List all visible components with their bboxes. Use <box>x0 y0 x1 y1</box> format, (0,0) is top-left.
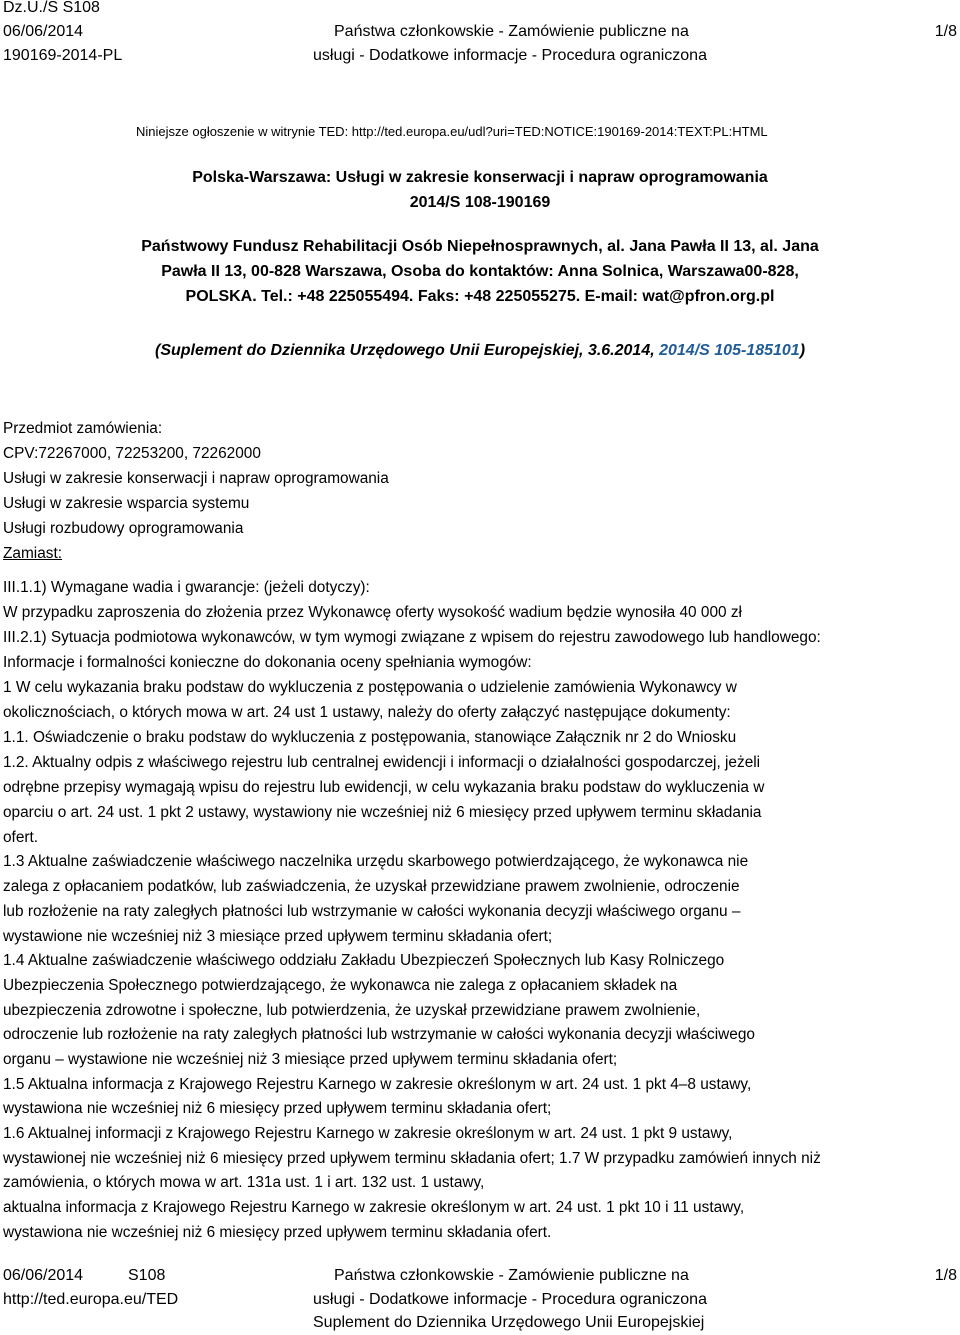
body-line: III.2.1) Sytuacja podmiotowa wykonawców, w tym wymogi związane z wpisem do rejestru zawodowego lub handlowego: <box>3 629 821 646</box>
body-line: oparciu o art. 24 ust. 1 pkt 2 ustawy, wystawiony nie wcześniej niż 6 miesięcy przed upływem terminu składania <box>3 804 762 821</box>
body-line: 1.3 Aktualne zaświadczenie właściwego naczelnika urzędu skarbowego potwierdzającego, że wykonawca nie <box>3 853 749 870</box>
contracting-authority-line3: POLSKA. Tel.: +48 225055494. Faks: +48 225055275. E-mail: wat@pfron.org.pl <box>185 288 775 305</box>
body-line: III.1.1) Wymagane wadia i gwarancje: (jeżeli dotyczy): <box>3 579 370 596</box>
footer-category-line3: Suplement do Dziennika Urzędowego Unii Europejskiej <box>313 1314 705 1331</box>
body-line: 1.1. Oświadczenie o braku podstaw do wykluczenia z postępowania, stanowiące Załącznik nr 2 do Wniosku <box>3 729 737 746</box>
body-line: ubezpieczenia zdrowotne i społeczne, lub potwierdzenia, że uzyskał przewidziane prawem zwolnienie, <box>3 1002 701 1019</box>
footer-url[interactable]: http://ted.europa.eu/TED <box>3 1291 179 1308</box>
supplement-ref-link[interactable]: 2014/S 105-185101 <box>659 342 800 359</box>
body-line: 1.4 Aktualne zaświadczenie właściwego oddziału Zakładu Ubezpieczeń Społecznych lub Kasy Rolniczego <box>3 952 725 969</box>
header-date: 06/06/2014 <box>3 23 84 40</box>
contracting-authority-line1: Państwowy Fundusz Rehabilitacji Osób Niepełnosprawnych, al. Jana Pawła II 13, al. Jana <box>141 238 819 255</box>
body-line: okolicznościach, o których mowa w art. 24 ust 1 ustawy, należy do oferty załączyć następujące dokumenty: <box>3 704 731 721</box>
header-notice-id: 190169-2014-PL <box>3 47 123 64</box>
footer-date: 06/06/2014 <box>3 1267 84 1284</box>
body-line: wystawiona nie wcześniej niż 6 miesięcy przed upływem terminu składania ofert; <box>3 1100 552 1117</box>
header-category-line2: usługi - Dodatkowe informacje - Procedura ograniczona <box>313 47 707 64</box>
body-line: odrębne przepisy wymagają wpisu do rejestru lub ewidencji, w celu wykazania braku podstaw do wykluczenia w <box>3 779 765 796</box>
supplement-prefix: (Suplement do Dziennika Urzędowego Unii Europejskiej, 3.6.2014, <box>154 342 660 359</box>
body-line: ofert. <box>3 829 39 846</box>
instead-label: Zamiast: <box>3 545 63 562</box>
body-line: W przypadku zaproszenia do złożenia przez Wykonawcę oferty wysokość wadium będzie wynosiła 40 000 zł <box>3 604 742 621</box>
body-line: 1 W celu wykazania braku podstaw do wykluczenia z postępowania o udzielenie zamówienia Wykonawcy w <box>3 679 737 696</box>
supplement-reference <box>0 342 960 360</box>
service-2: Usługi w zakresie wsparcia systemu <box>3 495 250 512</box>
footer-journal: S108 <box>128 1267 166 1284</box>
header-page-number: 1/8 <box>934 23 957 40</box>
body-line: zamówienia, o których mowa w art. 131a ust. 1 i art. 132 ust. 1 ustawy, <box>3 1174 485 1191</box>
body-line: wystawione nie wcześniej niż 3 miesiące przed upływem terminu składania ofert; <box>3 928 553 945</box>
body-line: 1.2. Aktualny odpis z właściwego rejestru lub centralnej ewidencji i informacji o działalności gospodarczej, jeżeli <box>3 754 761 771</box>
body-line: 1.5 Aktualna informacja z Krajowego Rejestru Karnego w zakresie określonym w art. 24 ust. 1 pkt 4–8 ustawy, <box>3 1076 752 1093</box>
body-line: zalega z opłacaniem podatków, lub zaświadczenia, że uzyskał przewidziane prawem zwolnienie, odroczenie <box>3 878 740 895</box>
notice-number: 2014/S 108-190169 <box>409 194 551 211</box>
footer-category-line2: usługi - Dodatkowe informacje - Procedura ograniczona <box>313 1291 707 1308</box>
ted-notice <box>136 124 768 139</box>
contracting-authority-line2: Pawła II 13, 00-828 Warszawa, Osoba do kontaktów: Anna Solnica, Warszawa00-828, <box>161 263 799 280</box>
body-line: Ubezpieczenia Społecznego potwierdzającego, że wykonawca nie zalega z opłacaniem składek na <box>3 977 678 994</box>
footer-category-line1: Państwa członkowskie - Zamówienie publiczne na <box>334 1267 689 1284</box>
header-category-line1: Państwa członkowskie - Zamówienie publiczne na <box>334 23 689 40</box>
body-line: aktualna informacja z Krajowego Rejestru Karnego w zakresie określonym w art. 24 ust. 1 pkt 10 i 11 ustawy, <box>3 1199 745 1216</box>
body-line: wystawiona nie wcześniej niż 6 miesięcy przed upływem terminu składania ofert. <box>3 1224 552 1241</box>
subject-label: Przedmiot zamówienia: <box>3 420 163 437</box>
body-line: lub rozłożenie na raty zaległych płatności lub wstrzymanie w całości wykonania decyzji właściwego organu – <box>3 903 741 920</box>
footer-page-number: 1/8 <box>934 1267 957 1284</box>
header-journal: Dz.U./S S108 <box>3 0 100 16</box>
ted-notice-text: Niniejsze ogłoszenie w witrynie TED: <box>136 124 352 139</box>
body-line: odroczenie lub rozłożenie na raty zaległych płatności lub wstrzymanie w całości wykonania decyzji właściwego <box>3 1026 755 1043</box>
body-line: 1.6 Aktualnej informacji z Krajowego Rejestru Karnego w zakresie określonym w art. 24 ust. 1 pkt 9 ustawy, <box>3 1125 733 1142</box>
body-line: wystawionej nie wcześniej niż 6 miesięcy przed upływem terminu składania ofert; 1.7 W przypadku zamówień innych niż <box>3 1150 821 1167</box>
service-3: Usługi rozbudowy oprogramowania <box>3 520 244 537</box>
service-1: Usługi w zakresie konserwacji i napraw oprogramowania <box>3 470 389 487</box>
ted-notice-link[interactable]: http://ted.europa.eu/udl?uri=TED:NOTICE:190169-2014:TEXT:PL:HTML <box>351 124 768 139</box>
supplement-suffix: ) <box>799 342 806 359</box>
body-line: Informacje i formalności konieczne do dokonania oceny spełniania wymogów: <box>3 654 532 671</box>
body-line: organu – wystawione nie wcześniej niż 3 miesiące przed upływem terminu składania ofert; <box>3 1051 618 1068</box>
notice-title: Polska-Warszawa: Usługi w zakresie konserwacji i napraw oprogramowania <box>192 169 768 186</box>
cpv-codes: CPV:72267000, 72253200, 72262000 <box>3 445 261 462</box>
